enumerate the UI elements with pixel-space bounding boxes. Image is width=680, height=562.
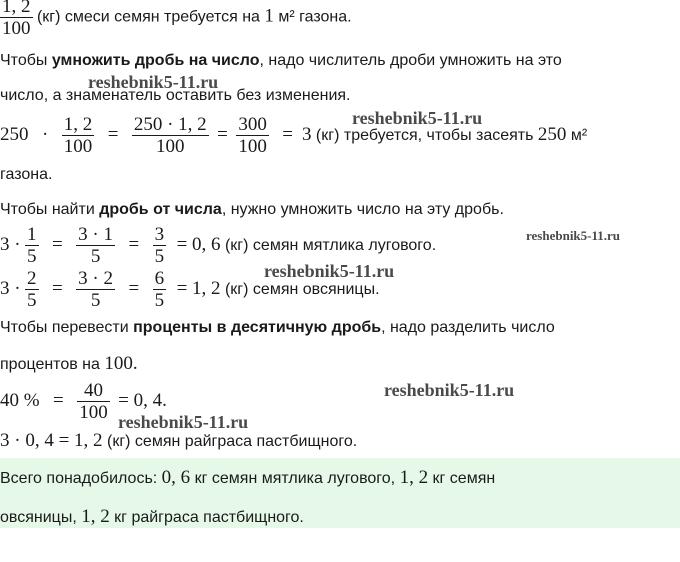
fraction-numerator: 250 · 1, 2 — [133, 114, 207, 136]
text: число, а знаменатель оставить без изменения. — [0, 87, 351, 104]
fraction-denominator: 5 — [76, 245, 115, 267]
rule-bold: дробь от числа — [99, 201, 222, 218]
text: Чтобы перевести — [0, 319, 134, 336]
fraction-denominator: 100 — [2, 18, 31, 39]
equals-sign: = — [53, 390, 64, 411]
text: кг семян — [428, 470, 496, 487]
fraction — [153, 224, 167, 267]
text: Чтобы найти — [0, 201, 100, 218]
fraction-numerator: 40 — [83, 380, 103, 402]
watermark: reshebnik5-11.ru — [526, 228, 621, 243]
fraction-denominator: 5 — [27, 290, 37, 312]
rule-bold: умножить дробь на число — [51, 52, 260, 69]
fraction-denominator: 100 — [238, 136, 267, 158]
text: (кг) семян райграса пастбищного. — [102, 433, 358, 450]
fraction — [153, 268, 167, 311]
fraction-denominator: 5 — [76, 289, 115, 311]
fraction — [76, 224, 115, 267]
fraction-denominator: 5 — [27, 246, 37, 268]
fraction-numerator: 300 — [238, 114, 267, 136]
text: (кг) смеси семян требуется на — [32, 8, 265, 26]
math-value: 40 % — [0, 390, 40, 411]
watermark: reshebnik5-11.ru — [88, 72, 219, 92]
fraction — [132, 114, 209, 157]
text: , нужно умножить число на эту дробь. — [221, 201, 504, 218]
fraction-numerator: 6 — [154, 268, 165, 290]
watermark: reshebnik5-11.ru — [264, 261, 395, 281]
math-value: 1, 2 — [399, 467, 429, 488]
text: овсяницы, — [0, 509, 82, 526]
equals-sign: = — [128, 278, 140, 299]
math-value: 250 — [0, 124, 29, 145]
text: кг семян мятлика лугового, — [190, 470, 400, 487]
fraction — [0, 0, 33, 39]
text: (кг) семян мятлика лугового. — [220, 237, 437, 254]
equals-sign: = — [217, 124, 228, 145]
fraction — [62, 114, 95, 157]
fraction — [25, 268, 39, 311]
math-value: 3 · — [0, 234, 21, 255]
fraction — [77, 380, 110, 423]
text: м² — [566, 127, 588, 144]
text: , надо разделить число — [381, 319, 555, 336]
text: . — [132, 353, 138, 374]
fraction-numerator: 3 · 1 — [78, 224, 113, 246]
equals-sign: = — [107, 124, 119, 145]
math-value: 100 — [104, 353, 133, 374]
text: газона. — [0, 166, 53, 183]
math-value: 3 · — [0, 278, 21, 299]
fraction-numerator: 2 — [27, 268, 37, 290]
math-value: 1, 2 — [81, 506, 110, 527]
rule-fraction-of-number — [0, 200, 504, 220]
text: , надо числитель дроби умножить на это — [259, 52, 562, 69]
math-value: = 0, 6 — [176, 234, 221, 255]
fraction-denominator: 100 — [132, 135, 209, 157]
math-value: 1 — [264, 5, 274, 27]
fraction-denominator: 100 — [79, 402, 108, 424]
watermark: reshebnik5-11.ru — [352, 108, 483, 128]
math-value: 3 — [301, 124, 312, 145]
fraction — [236, 114, 269, 157]
calc-line-1 — [0, 112, 587, 159]
fraction-numerator: 1 — [27, 224, 37, 246]
line-1 — [0, 0, 352, 39]
rule-percent-line2 — [0, 354, 138, 375]
equals-sign: = — [51, 278, 63, 299]
rule-percent — [0, 318, 555, 338]
text: (кг) требуется, чтобы засеять — [311, 127, 538, 144]
text: кг райграса пастбищного. — [109, 509, 304, 526]
text: м² газона. — [273, 8, 352, 26]
text: Всего понадобилось: — [0, 470, 162, 487]
fraction-denominator: 100 — [63, 136, 93, 158]
fraction-numerator: 3 — [154, 224, 165, 246]
calc-line-1b — [0, 165, 52, 185]
calc-line-5 — [0, 431, 357, 452]
math-value: = 0, 4. — [118, 390, 167, 411]
equals-sign: = — [51, 234, 63, 255]
fraction — [76, 268, 115, 311]
watermark: reshebnik5-11.ru — [118, 412, 249, 432]
answer-line-1 — [0, 468, 495, 489]
text: Чтобы — [0, 52, 52, 69]
equals-sign: = — [282, 124, 293, 145]
math-value: 0, 6 — [161, 467, 191, 488]
fraction-numerator: 1, 2 — [2, 0, 31, 17]
text: процентов на — [0, 356, 105, 373]
rule-multiply — [0, 51, 562, 71]
math-value: 250 — [537, 124, 567, 145]
math-value: = 1, 2 — [176, 278, 221, 299]
equals-sign: = — [128, 234, 140, 255]
answer-line-2 — [0, 507, 304, 528]
fraction-numerator: 3 · 2 — [78, 268, 113, 290]
math-operator: · — [41, 124, 49, 145]
fraction — [25, 224, 39, 267]
text: (кг) семян овсяницы. — [220, 281, 380, 298]
watermark: reshebnik5-11.ru — [384, 380, 515, 400]
fraction-numerator: 1, 2 — [63, 114, 93, 136]
fraction-denominator: 5 — [154, 290, 165, 312]
math-expression: 3 · 0, 4 = 1, 2 — [0, 430, 103, 451]
fraction-denominator: 5 — [154, 246, 165, 268]
rule-bold: проценты в десятичную дробь — [133, 319, 382, 336]
